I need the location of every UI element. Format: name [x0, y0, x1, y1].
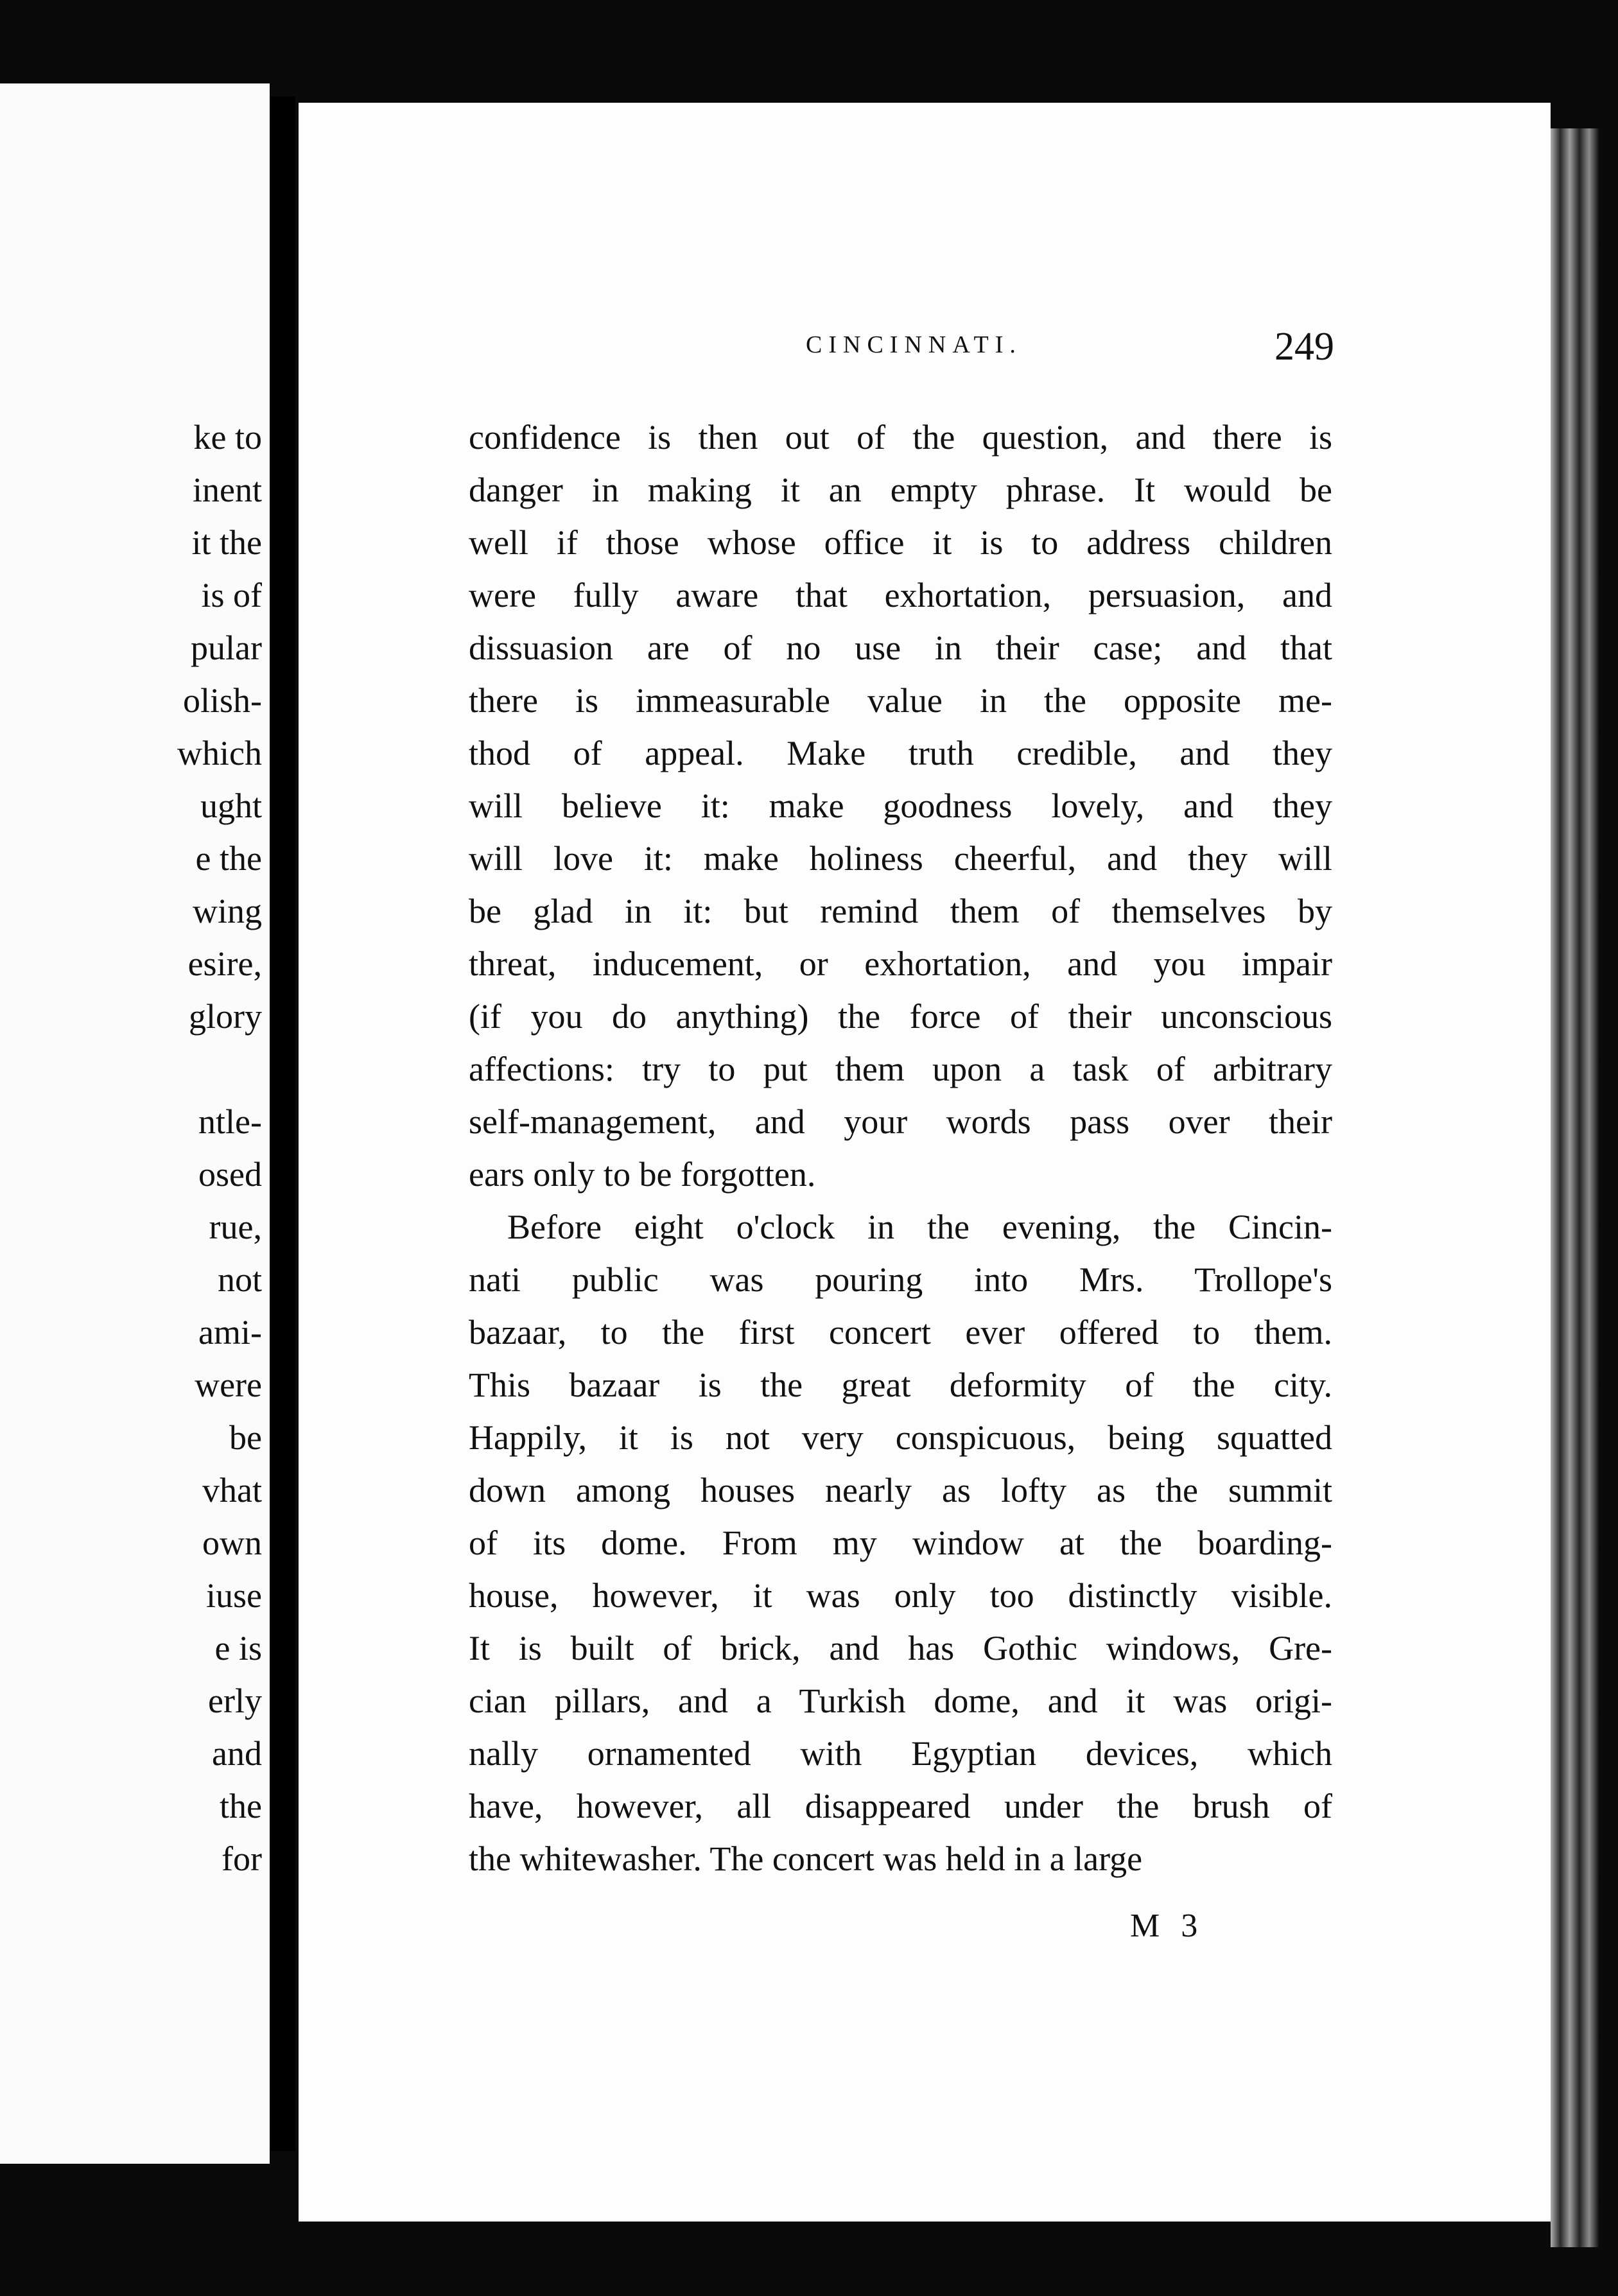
text-line: well if those whose office it is to address children [469, 523, 1332, 562]
left-page-fragment: it the [191, 523, 262, 562]
signature-mark: M 3 [1130, 1908, 1205, 1944]
running-title: CINCINNATI. [806, 331, 1022, 358]
text-line: This bazaar is the great deformity of the city. [469, 1366, 1332, 1404]
left-page-fragment: wing [193, 892, 262, 930]
left-page-fragment: erly [208, 1682, 262, 1720]
text-line: affections: try to put them upon a task of arbitrary [469, 1050, 1332, 1088]
left-page-fragment: e is [214, 1629, 262, 1667]
left-page-fragment: which [177, 734, 262, 772]
text-line: of its dome. From my window at the boarding- [469, 1524, 1332, 1562]
text-line: bazaar, to the first concert ever offered to them. [469, 1313, 1332, 1352]
text-line: will love it: make holiness cheerful, and they will [469, 839, 1332, 878]
text-line: be glad in it: but remind them of themselves by [469, 892, 1332, 930]
text-line: will believe it: make goodness lovely, and they [469, 787, 1332, 825]
left-page-fragment: and [212, 1734, 262, 1773]
left-page-fragment: rue, [209, 1208, 262, 1246]
text-line: thod of appeal. Make truth credible, and they [469, 734, 1332, 772]
text-line: It is built of brick, and has Gothic windows, Gre- [469, 1629, 1332, 1667]
left-page-fragment: e the [195, 839, 262, 878]
text-line: dissuasion are of no use in their case; and that [469, 629, 1332, 667]
text-line: Happily, it is not very conspicuous, being squatted [469, 1418, 1332, 1457]
text-line: confidence is then out of the question, and there is [469, 418, 1332, 457]
left-page-fragment: ami- [198, 1313, 262, 1352]
text-line: there is immeasurable value in the opposite me- [469, 681, 1332, 720]
left-page-fragment: not [217, 1260, 262, 1299]
book-gutter [270, 96, 295, 2151]
page-number: 249 [1274, 325, 1334, 369]
text-line: Before eight o'clock in the evening, the Cincin- [507, 1208, 1332, 1246]
left-page-fragment: olish- [182, 681, 262, 720]
left-page-fragment: is of [201, 576, 262, 614]
left-page-fragment: ntle- [198, 1102, 262, 1141]
left-page-fragment: ke to [193, 418, 262, 457]
text-line: danger in making it an empty phrase. It would be [469, 471, 1332, 509]
left-page-fragment: for [222, 1839, 262, 1878]
left-page-fragment: pular [191, 629, 262, 667]
left-page-fragment: iuse [206, 1576, 262, 1615]
left-page-fragment: vhat [202, 1471, 262, 1509]
left-page-fragment: glory [189, 997, 262, 1036]
text-line: down among houses nearly as lofty as the summit [469, 1471, 1332, 1509]
text-line: the whitewasher. The concert was held in a large [469, 1839, 1143, 1878]
text-line: ears only to be forgotten. [469, 1155, 816, 1194]
left-page-fragment: inent [193, 471, 262, 509]
text-line: nally ornamented with Egyptian devices, which [469, 1734, 1332, 1773]
left-page-fragment: osed [198, 1155, 262, 1194]
text-line: threat, inducement, or exhortation, and you impair [469, 944, 1332, 983]
text-line: were fully aware that exhortation, persuasion, and [469, 576, 1332, 614]
left-page-fragment: the [220, 1787, 262, 1825]
page-edges [1551, 128, 1599, 2247]
left-page [0, 83, 270, 2164]
left-page-fragment: ught [200, 787, 262, 825]
left-page-fragment: were [195, 1366, 262, 1404]
left-page-fragment: esire, [187, 944, 262, 983]
left-page-fragment: own [202, 1524, 262, 1562]
text-line: cian pillars, and a Turkish dome, and it was origi- [469, 1682, 1332, 1720]
text-line: house, however, it was only too distinctly visible. [469, 1576, 1332, 1615]
text-line: have, however, all disappeared under the brush of [469, 1787, 1332, 1825]
text-line: self-management, and your words pass over their [469, 1102, 1332, 1141]
left-page-fragment: be [229, 1418, 262, 1457]
text-line: nati public was pouring into Mrs. Trollope's [469, 1260, 1332, 1299]
text-line: (if you do anything) the force of their unconscious [469, 997, 1332, 1036]
